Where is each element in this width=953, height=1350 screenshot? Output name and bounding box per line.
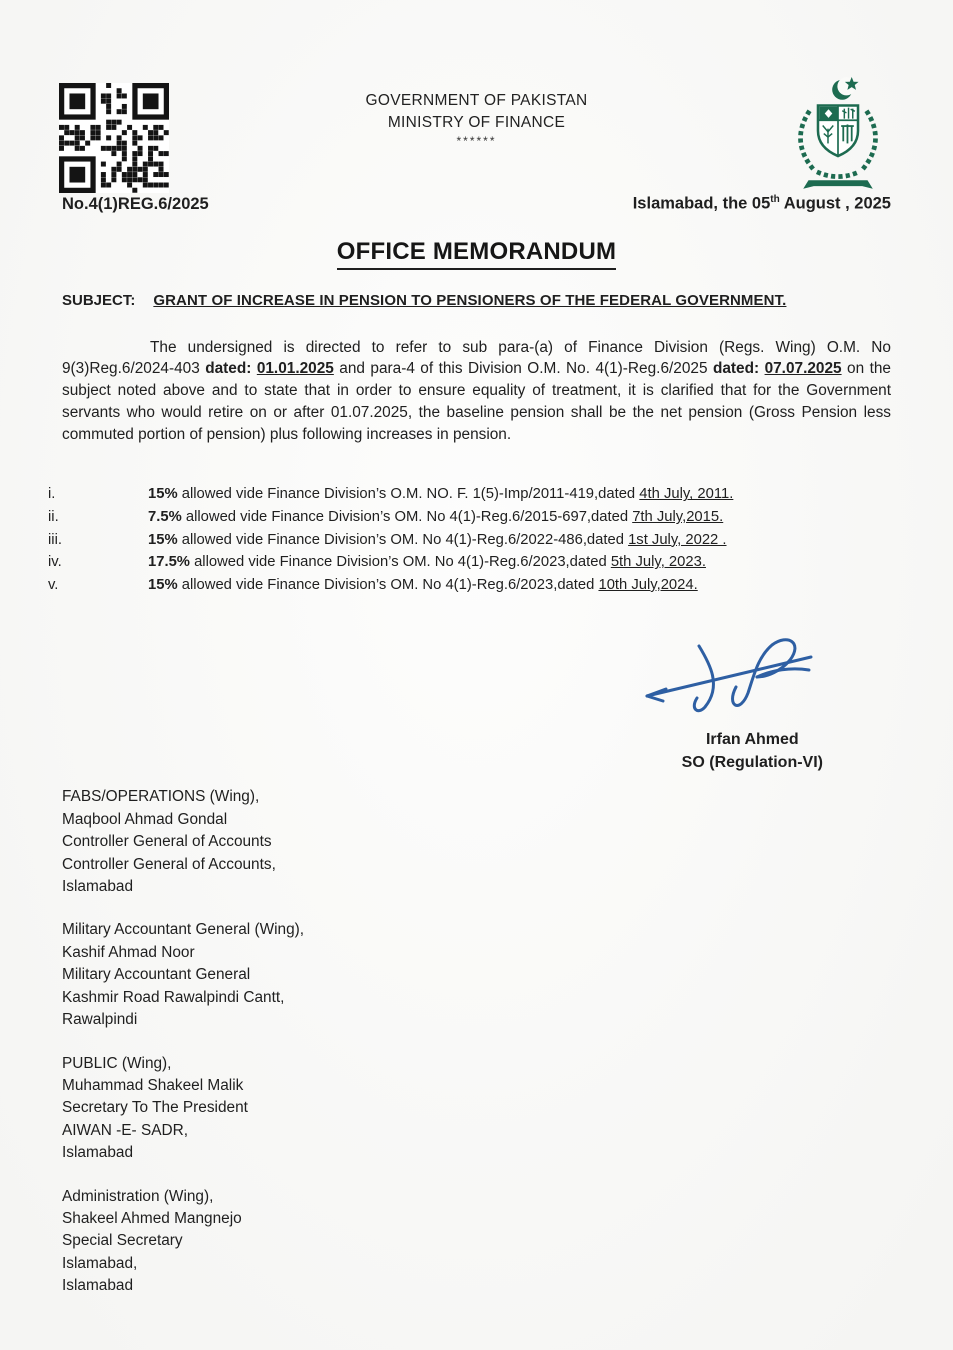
pakistan-emblem-icon — [784, 76, 892, 194]
memo-title: OFFICE MEMORANDUM — [337, 238, 616, 270]
recipient-line: Controller General of Accounts, — [62, 855, 276, 873]
recipient-line: Islamabad, — [62, 1254, 138, 1272]
subject-text: GRANT OF INCREASE IN PENSION TO PENSIONERS OF THE FEDERAL GOVERNMENT. — [153, 291, 787, 309]
roman-numeral: v. — [48, 576, 59, 593]
list-item-text: 7.5% allowed vide Finance Division’s OM. No 4(1)-Reg.6/2015-697,dated 7th July,2015. — [148, 509, 724, 526]
ministry-line: MINISTRY OF FINANCE — [387, 114, 566, 131]
signature-block — [62, 630, 891, 782]
distribution-list — [62, 786, 891, 1297]
list-item-text: 15% allowed vide Finance Division’s O.M. NO. F. 1(5)-Imp/2011-419,dated 4th July, 2011. — [148, 486, 734, 503]
recipient-line: FABS/OPERATIONS (Wing), — [62, 788, 260, 806]
recipient-line: Islamabad — [62, 878, 134, 896]
roman-numeral: iv. — [48, 554, 62, 571]
recipient-line: Maqbool Ahmad Gondal — [62, 810, 228, 828]
list-item-text: 15% allowed vide Finance Division’s OM. No 4(1)-Reg.6/2022-486,dated 1st July, 2022 . — [148, 531, 727, 548]
recipient-line: Controller General of Accounts — [62, 833, 272, 851]
recipient-line: Military Accountant General (Wing), — [62, 921, 305, 939]
recipient-block — [62, 919, 891, 1031]
body-paragraph: The undersigned is directed to refer to sub para-(a) of Finance Division (Regs. Wing) O.M. No 9(3)Reg.6/2024-403 dated: 01.01.2025 and para-4 of this Division O.M. No. 4(1)-Reg.6/2025 dated: 07.07.2025 on the subject noted above and to state that in order to ensure equality of treatment, it is clarified that for the Government servants who would retire on or after 01.07.2025, the baseline pension shall be the net pension (Gross Pension less commuted portion of pension) plus following increases in pension. — [62, 338, 891, 443]
recipient-block — [62, 1053, 891, 1165]
subject-label: SUBJECT: — [62, 291, 136, 309]
recipient-line: Islamabad — [62, 1277, 134, 1295]
recipient-line: Islamabad — [62, 1144, 134, 1162]
list-item — [48, 574, 891, 597]
list-item — [48, 551, 891, 574]
recipient-line: Kashmir Road Rawalpindi Cantt, — [62, 988, 285, 1006]
recipient-line: PUBLIC (Wing), — [62, 1054, 172, 1072]
handwritten-signature-icon — [639, 630, 821, 722]
letterhead — [62, 0, 891, 148]
signatory-name: Irfan Ahmed — [705, 731, 799, 749]
recipient-line: Rawalpindi — [62, 1011, 138, 1029]
government-line: GOVERNMENT OF PAKISTAN — [365, 92, 588, 109]
list-item — [48, 506, 891, 529]
roman-numeral: ii. — [48, 509, 59, 526]
list-item — [48, 529, 891, 552]
increase-list — [48, 483, 891, 596]
recipient-line: Kashif Ahmad Noor — [62, 943, 195, 961]
roman-numeral: iii. — [48, 531, 62, 548]
recipient-block — [62, 1186, 891, 1298]
dateline: Islamabad, the 05th August , 2025 — [632, 194, 891, 213]
recipient-line: Shakeel Ahmed Mangnejo — [62, 1209, 242, 1227]
list-item — [48, 483, 891, 506]
list-item-text: 15% allowed vide Finance Division’s OM. No 4(1)-Reg.6/2023,dated 10th July,2024. — [148, 576, 698, 593]
list-item-text: 17.5% allowed vide Finance Division’s OM. No 4(1)-Reg.6/2023,dated 5th July, 2023. — [148, 554, 706, 571]
reference-number: No.4(1)REG.6/2025 — [62, 194, 209, 213]
recipient-block — [62, 786, 891, 898]
recipient-line: Secretary To The President — [62, 1099, 248, 1117]
recipient-line: Military Accountant General — [62, 966, 251, 984]
recipient-line: Administration (Wing), — [62, 1187, 214, 1205]
recipient-line: Muhammad Shakeel Malik — [62, 1076, 244, 1094]
stars-separator: ****** — [456, 134, 497, 148]
recipient-line: AIWAN -E- SADR, — [62, 1121, 188, 1139]
qr-code-icon — [58, 83, 170, 193]
signatory-designation: SO (Regulation-VI) — [681, 754, 823, 772]
recipient-line: Special Secretary — [62, 1232, 183, 1250]
roman-numeral: i. — [48, 486, 56, 503]
